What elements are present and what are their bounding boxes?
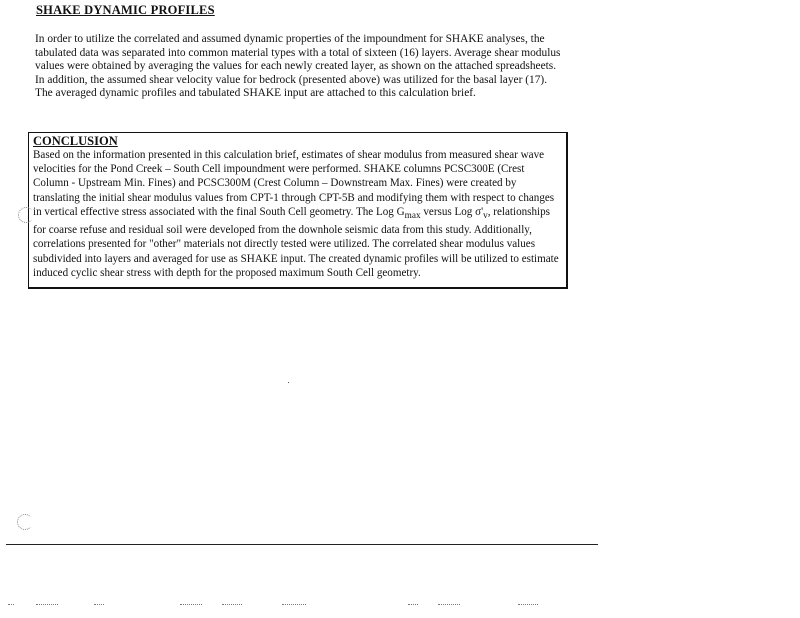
conclusion-text-part2: versus Log σ'	[420, 205, 484, 218]
punch-hole-mark-lower	[17, 514, 33, 530]
scan-dots-5	[222, 604, 242, 606]
scan-dots-7	[408, 604, 418, 606]
page-bottom-rule	[6, 544, 598, 545]
scan-dots-1	[8, 604, 14, 606]
punch-hole-mark-upper	[18, 207, 34, 223]
conclusion-text-part3: , relationships for coarse refuse and residual soil were developed from the downhole seismic data from this study. Additionally, correlations presented for "other" materials not directly tested were utilized. The correlated shear modulus values subdivided into layers and averaged for use as SHAKE input. The created dynamic profiles will be utilized to estimate induced cyclic shear stress with depth for the proposed maximum South Cell geometry.	[33, 205, 559, 279]
conclusion-box	[28, 132, 568, 289]
section-heading-shake-dynamic-profiles: SHAKE DYNAMIC PROFILES	[36, 3, 215, 17]
scan-dots-3	[94, 604, 104, 606]
shake-profiles-paragraph: In order to utilize the correlated and assumed dynamic properties of the impoundment for SHAKE analyses, the tabulated data was separated into common material types with a total of sixteen (16) layers. Average shear modulus values were obtained by averaging the values for each newly created layer, as shown on the attached spreadsheets. In addition, the assumed shear velocity value for bedrock (presented above) was utilized for the basal layer (17). The averaged dynamic profiles and tabulated SHAKE input are attached to this calculation brief.	[35, 33, 561, 100]
scan-dots-2	[36, 604, 58, 606]
conclusion-subscript-v: v	[483, 211, 488, 222]
conclusion-text	[33, 148, 562, 280]
scan-dots-4	[180, 604, 202, 606]
conclusion-heading: CONCLUSION	[33, 134, 118, 148]
scan-dots-6	[282, 604, 306, 606]
scan-dots-9	[518, 604, 538, 606]
scan-dots-8	[438, 604, 460, 606]
conclusion-subscript-max: max	[404, 211, 421, 222]
conclusion-text-part1: Based on the information presented in this calculation brief, estimates of shear modulus from measured shear wave velocities for the Pond Creek – South Cell impoundment were performed. SHAKE columns PCSC300E (Crest Column - Upstream Min. Fines) and PCSC300M (Crest Column – Downstream Max. Fines) were created by translating the initial shear modulus values from CPT-1 through CPT-5B and modifying them with respect to changes in vertical effective stress associated with the final South Cell geometry. The Log G	[33, 149, 555, 218]
scan-speck	[288, 382, 289, 383]
